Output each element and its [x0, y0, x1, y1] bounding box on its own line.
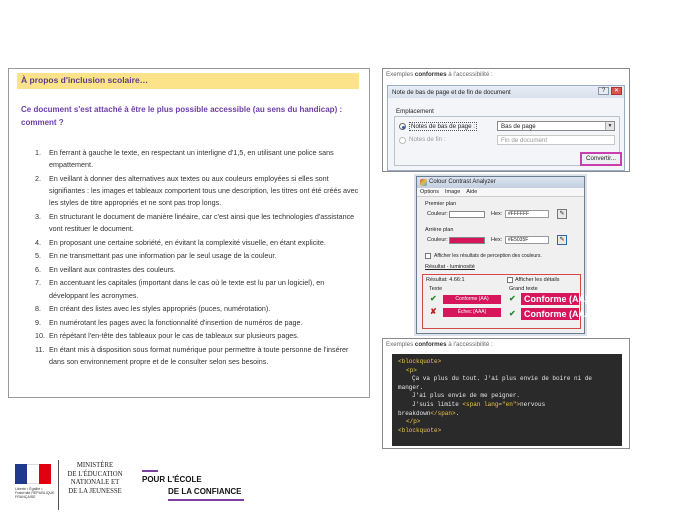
list-item-text: En accentuant les capitales (important dans le cas où le texte est lu par un logiciel), en développant les acronymes. — [49, 278, 325, 300]
footnote-radio[interactable] — [399, 123, 406, 130]
app-icon — [420, 179, 427, 186]
menu-options[interactable]: Options — [420, 189, 439, 195]
list-item — [35, 237, 365, 249]
list-item-number: 6. — [35, 264, 41, 274]
text-column-header: Texte — [429, 286, 443, 292]
heading-bold: conformes — [414, 341, 447, 348]
example-code-panel — [382, 338, 630, 449]
background-hex-label: Hex: — [491, 237, 503, 243]
code-line — [398, 358, 616, 367]
code-text: nervous — [520, 400, 546, 408]
background-color-label: Couleur: — [427, 237, 448, 243]
code-line — [398, 427, 616, 436]
list-item — [35, 317, 365, 329]
code-tag: <span lang="en"> — [462, 400, 521, 408]
list-item — [35, 211, 365, 235]
heading-suffix: à l'accessibilité : — [446, 71, 493, 78]
ministry-line: NATIONALE ET — [70, 479, 120, 487]
logo-accent-bar — [168, 499, 244, 501]
perception-label: Afficher les résultats de perception des couleurs. — [434, 253, 542, 259]
code-tag: </p> — [406, 418, 421, 426]
list-item — [35, 303, 365, 315]
logo-divider — [58, 460, 59, 510]
close-icon[interactable]: ✕ — [611, 87, 622, 95]
list-item-text: En proposant une certaine sobriété, en évitant la complexité visuelle, en étant explicite. — [49, 237, 326, 247]
check-icon: ✔ — [509, 294, 516, 303]
panel-heading — [383, 69, 629, 80]
small-text-aa-result: Conforme (AA) — [443, 295, 501, 304]
list-item-number: 1. — [35, 148, 41, 157]
panel-heading — [383, 339, 629, 350]
code-tag: <blockquote> — [398, 426, 442, 434]
list-item — [35, 344, 365, 368]
list-item-text: En ferrant à gauche le texte, en respectant un interligne d'1,5, en utilisant une police sans empattement. — [49, 148, 334, 170]
window-controls — [598, 87, 622, 95]
list-item-text: En veillant aux contrastes des couleurs. — [49, 264, 176, 274]
code-text: . — [455, 409, 460, 417]
ministry-line: MINISTÈRE — [76, 462, 114, 469]
code-text: breakdown — [398, 409, 431, 417]
ministry-name — [64, 462, 126, 496]
code-line: manger. — [398, 383, 424, 391]
large-text-aa-result: Conforme (AA) — [521, 293, 579, 305]
check-icon: ✔ — [509, 309, 516, 318]
result-section-label: Résultat - luminosité — [425, 264, 475, 270]
list-item — [35, 250, 365, 262]
list-item-number: 9. — [35, 317, 41, 327]
endnote-radio[interactable] — [399, 137, 406, 144]
marianne-flag-icon — [15, 464, 51, 484]
large-text-column-header: Grand texte — [509, 286, 538, 292]
list-item-number: 4. — [35, 237, 41, 247]
background-swatch[interactable] — [449, 237, 485, 244]
endnote-option-label[interactable]: Notes de fin : — [409, 136, 446, 143]
menu-image[interactable]: Image — [444, 189, 461, 195]
republic-motto: Liberté • Égalité • Fraternité RÉPUBLIQUE FRANÇAISE — [15, 487, 55, 499]
accessibility-list — [35, 147, 365, 370]
ministry-logo — [12, 460, 130, 510]
code-tag: <p> — [406, 366, 417, 374]
colour-contrast-analyzer-window — [416, 176, 595, 334]
dialog-title: Note de bas de page et de fin de document — [392, 89, 511, 96]
small-text-aaa-result: Échec (AAA) — [443, 308, 501, 317]
list-item-text: En ne transmettant pas une information par le seul usage de la couleur. — [49, 251, 277, 261]
cca-title: Colour Contrast Analyzer — [429, 179, 496, 185]
list-item — [35, 277, 365, 301]
cca-titlebar — [417, 177, 584, 188]
list-item-text: En créant des listes avec les styles appropriés (puces, numérotation). — [49, 304, 271, 314]
footnote-option-label[interactable]: Notes de bas de page : — [411, 123, 475, 130]
list-item-number: 2. — [35, 173, 41, 183]
code-line: Ça va plus du tout. J'ai plus envie de boire ni de — [412, 375, 593, 383]
cca-menubar — [417, 188, 584, 197]
foreground-color-label: Couleur: — [427, 211, 448, 217]
footnote-position-value: Bas de page — [501, 123, 536, 130]
footnote-dialog — [387, 85, 625, 171]
eyedropper-icon[interactable]: ✎ — [557, 235, 567, 245]
document-title: À propos d'inclusion scolaire… — [17, 73, 359, 89]
logo-accent-bar — [142, 470, 158, 472]
large-text-aaa-result: Conforme (AAA) — [521, 308, 579, 320]
list-item — [35, 173, 365, 210]
result-panel — [422, 274, 595, 329]
background-section-label: Arrière plan — [425, 227, 454, 233]
list-item-number: 5. — [35, 251, 41, 261]
code-snippet — [392, 354, 622, 446]
details-label: Afficher les détails — [515, 277, 560, 283]
convert-button[interactable]: Convertir... — [580, 152, 622, 166]
heading-bold: conformes — [414, 71, 447, 78]
list-item-number: 7. — [35, 278, 41, 288]
document-subtitle: Ce document s'est attaché à être le plus possible accessible (au sens du handicap) : comment ? — [21, 105, 343, 127]
background-hex-input[interactable]: #E5035F — [505, 236, 549, 244]
foreground-swatch[interactable] — [449, 211, 485, 218]
eyedropper-icon[interactable]: ✎ — [557, 209, 567, 219]
foreground-hex-label: Hex: — [491, 211, 503, 217]
slogan-line-1: POUR L'ÉCOLE — [142, 475, 202, 484]
list-item-number: 3. — [35, 211, 41, 221]
ecole-confiance-logo — [142, 470, 248, 512]
list-item-text: En numérotant les pages avec la fonctionnalité d'insertion de numéros de page. — [49, 317, 303, 327]
menu-aide[interactable]: Aide — [466, 189, 478, 195]
code-line — [398, 410, 616, 419]
list-item — [35, 264, 365, 276]
endnote-position-value: Fin de document — [501, 137, 548, 144]
footnote-position-select[interactable] — [497, 121, 615, 131]
help-icon[interactable]: ? — [598, 87, 609, 95]
endnote-position-select[interactable] — [497, 135, 615, 145]
foreground-hex-input[interactable]: #FFFFFF — [505, 210, 549, 218]
accessibility-document — [8, 68, 370, 398]
list-item — [35, 147, 365, 171]
code-line — [398, 418, 616, 427]
code-text: J'suis limite — [412, 400, 463, 408]
code-line — [398, 367, 616, 376]
ministry-line: DE LA JEUNESSE — [68, 487, 122, 495]
list-item-text: En structurant le document de manière linéaire, car c'est ainsi que les technologies d'assistance vont restituer le document. — [49, 211, 355, 233]
code-line — [398, 401, 616, 410]
contrast-ratio: Résultat: 4.66:1 — [426, 277, 465, 283]
emplacement-label: Emplacement — [396, 108, 434, 115]
list-item-number: 10. — [35, 331, 45, 341]
list-item — [35, 330, 365, 342]
heading-suffix: à l'accessibilité : — [446, 341, 493, 348]
check-icon: ✔ — [430, 294, 437, 303]
heading-prefix: Exemples — [386, 341, 415, 348]
slogan-line-2: DE LA CONFIANCE — [168, 487, 242, 496]
cross-icon: ✘ — [430, 307, 437, 316]
list-item-text: En étant mis à disposition sous format numérique pour permettre à toute personne de l'insérer dans son environnement propre et de le consulter selon ses besoins. — [49, 344, 349, 367]
foreground-section-label: Premier plan — [425, 201, 457, 207]
list-item-number: 11. — [35, 344, 45, 354]
perception-checkbox[interactable] — [425, 253, 431, 259]
list-item-text: En répétant l'en-tête des tableaux pour le cas de tableaux sur plusieurs pages. — [49, 331, 299, 341]
example-footnote-panel — [382, 68, 630, 172]
code-line: J'ai plus envie de me peigner. — [412, 392, 521, 400]
list-item-number: 8. — [35, 304, 41, 314]
chevron-down-icon: ▼ — [605, 122, 614, 130]
details-checkbox[interactable] — [507, 277, 513, 283]
ministry-line: DE L'ÉDUCATION — [67, 470, 123, 478]
code-tag: <blockquote> — [398, 358, 442, 365]
code-tag: </span> — [430, 409, 456, 417]
dialog-titlebar — [388, 86, 624, 98]
heading-prefix: Exemples — [386, 71, 415, 78]
list-item-text: En veillant à donner des alternatives aux textes ou aux couleurs employées si elles sont signifiantes : les images et tableaux comportent tous une description, les titres ont été créés avec les styles de titre appropriés et ne sont pas trop longs. — [49, 173, 359, 208]
